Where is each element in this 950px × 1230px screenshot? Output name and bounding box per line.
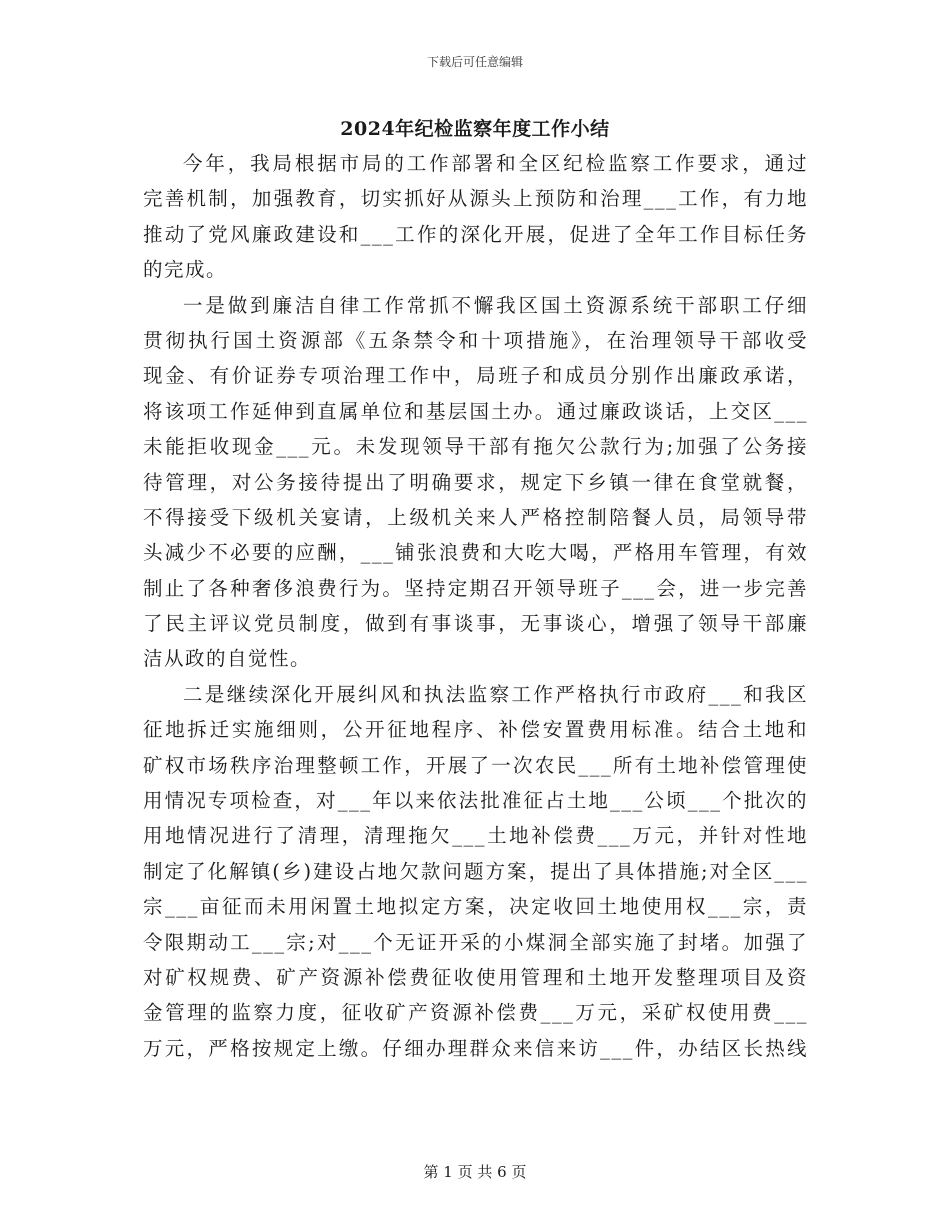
paragraph-2-line-1: 一是做到廉洁自律工作常抓不懈我区国土资源系统干部职工仔细 (183, 293, 808, 317)
paragraph-1-line-1: 今年，我局根据市局的工作部署和全区纪检监察工作要求，通过 (183, 152, 808, 175)
paragraph-2-line-10: 了民主评议党员制度，做到有事谈事，无事谈心，增强了领导干部廉 (143, 612, 808, 636)
paragraph-2-line-8: 头减少不必要的应酬，___铺张浪费和大吃大喝，严格用车管理，有效 (143, 541, 808, 565)
paragraph-2-line-6: 待管理，对公务接待提出了明确要求，规定下乡镇一律在食堂就餐， (143, 470, 808, 494)
paragraph-3-line-8: 令限期动工___宗;对___个无证开采的小煤洞全部实施了封堵。加强了 (143, 930, 808, 954)
paragraph-2-line-2: 贯彻执行国土资源部《五条禁令和十项措施》，在治理领导干部收受 (143, 328, 808, 352)
paragraph-3-line-11: 万元，严格按规定上缴。仔细办理群众来信来访___件，办结区长热线 (143, 1036, 808, 1060)
paragraph-3-line-5: 用地情况进行了清理，清理拖欠___土地补偿费___万元，并针对性地 (143, 824, 808, 848)
paragraph-3-line-1: 二是继续深化开展纠风和执法监察工作严格执行市政府___和我区 (183, 682, 808, 706)
paragraph-3-line-3: 矿权市场秩序治理整顿工作，开展了一次农民___所有土地补偿管理使 (143, 753, 808, 777)
paragraph-2-line-3: 现金、有价证券专项治理工作中，局班子和成员分别作出廉政承诺， (143, 364, 808, 388)
paragraph-1-line-4: 的完成。 (143, 258, 228, 282)
paragraph-3-line-4: 用情况专项检查，对___年以来依法批准征占土地___公顷___个批次的 (143, 789, 808, 813)
paragraph-3-line-7: 宗___亩征而未用闲置土地拟定方案，决定收回土地使用权___宗，责 (143, 895, 808, 919)
paragraph-2-line-4: 将该项工作延伸到直属单位和基层国土办。通过廉政谈话，上交区___ (143, 399, 808, 423)
page-header-note: 下载后可任意编辑 (426, 55, 523, 69)
paragraph-3-line-6: 制定了化解镇(乡)建设占地欠款问题方案，提出了具体措施;对全区___ (143, 859, 808, 883)
document-title: 2024年纪检监察年度工作小结 (340, 118, 610, 140)
page-number-footer: 第 1 页 共 6 页 (423, 1163, 527, 1181)
paragraph-3-line-9: 对矿权规费、矿产资源补偿费征收使用管理和土地开发整理项目及资 (143, 965, 808, 989)
paragraph-2-line-9: 制止了各种奢侈浪费行为。坚持定期召开领导班子___会，进一步完善 (143, 576, 808, 600)
paragraph-1-line-3: 推动了党风廉政建设和___工作的深化开展，促进了全年工作目标任务 (143, 222, 808, 246)
paragraph-1-line-2: 完善机制，加强教育，切实抓好从源头上预防和治理___工作，有力地 (143, 187, 808, 211)
paragraph-2-line-5: 未能拒收现金___元。未发现领导干部有拖欠公款行为;加强了公务接 (143, 435, 808, 459)
paragraph-3-line-10: 金管理的监察力度，征收矿产资源补偿费___万元，采矿权使用费___ (143, 1001, 808, 1025)
paragraph-2-line-7: 不得接受下级机关宴请，上级机关来人严格控制陪餐人员，局领导带 (143, 505, 808, 529)
paragraph-3-line-2: 征地拆迁实施细则，公开征地程序、补偿安置费用标准。结合土地和 (143, 718, 808, 742)
document-body (143, 146, 808, 1066)
paragraph-2-line-11: 洁从政的自觉性。 (143, 647, 312, 671)
